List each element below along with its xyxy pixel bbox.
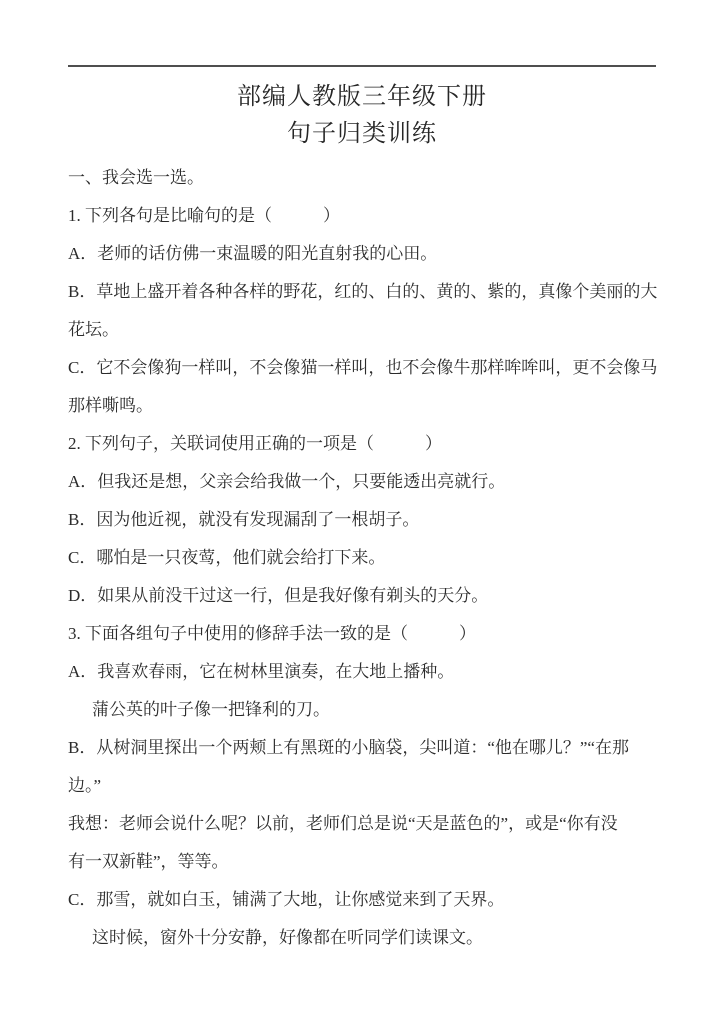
doc-title-line-1: 部编人教版三年级下册 [237, 84, 487, 110]
text-line: 那样嘶鸣。 [68, 396, 153, 415]
text-line: 2. 下列句子，关联词使用正确的一项是（ ） [68, 434, 442, 453]
doc-title-line-2: 句子归类训练 [287, 121, 437, 147]
text-line: 边。” [68, 776, 102, 795]
text-line: A．但我还是想，父亲会给我做一个，只要能透出亮就行。 [68, 472, 506, 491]
text-line: B．草地上盛开着各种各样的野花，红的、白的、黄的、紫的，真像个美丽的大 [68, 282, 658, 301]
text-line: C．它不会像狗一样叫，不会像猫一样叫，也不会像牛那样哞哞叫，更不会像马 [68, 358, 658, 377]
text-line: 花坛。 [68, 320, 119, 339]
text-line: A．老师的话仿佛一束温暖的阳光直射我的心田。 [68, 244, 438, 263]
text-line: 蒲公英的叶子像一把锋利的刀。 [92, 700, 330, 719]
text-line: 有一双新鞋”，等等。 [68, 852, 229, 871]
text-line: C．那雪，就如白玉，铺满了大地，让你感觉来到了天界。 [68, 890, 505, 909]
document-body [68, 159, 668, 957]
text-line: B．从树洞里探出一个两颊上有黑斑的小脑袋，尖叫道：“他在哪儿？”“在那 [68, 738, 629, 757]
text-line: 一、我会选一选。 [68, 168, 204, 187]
text-line: C．哪怕是一只夜莺，他们就会给打下来。 [68, 548, 386, 567]
text-line: 1. 下列各句是比喻句的是（ ） [68, 206, 340, 225]
text-line: 我想：老师会说什么呢？以前，老师们总是说“天是蓝色的”，或是“你有没 [68, 814, 618, 833]
text-line: A．我喜欢春雨，它在树林里演奏，在大地上播种。 [68, 662, 455, 681]
text-line: D．如果从前没干过这一行，但是我好像有剃头的天分。 [68, 586, 489, 605]
title-block [0, 79, 724, 153]
header-divider [68, 65, 656, 67]
text-line: 3. 下面各组句子中使用的修辞手法一致的是（ ） [68, 624, 476, 643]
text-line: 这时候，窗外十分安静，好像都在听同学们读课文。 [92, 928, 483, 947]
text-line: B．因为他近视，就没有发现漏刮了一根胡子。 [68, 510, 420, 529]
